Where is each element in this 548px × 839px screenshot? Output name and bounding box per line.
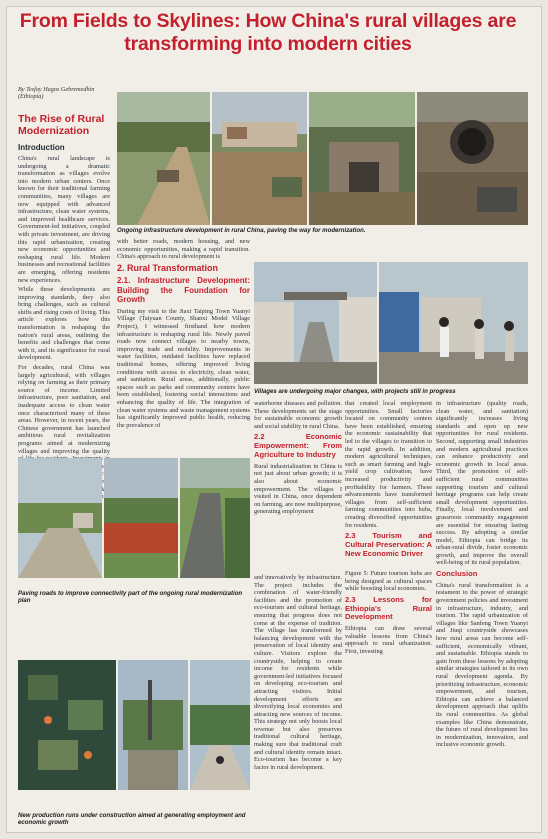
section2-4-title: 2.3 Lessons for Ethiopia's Rural Development	[345, 594, 432, 622]
byline	[18, 86, 108, 100]
author-name: By Tesfay Hagos Gebremedhin	[18, 86, 95, 93]
column-4-lower	[345, 570, 432, 825]
author-note: (Ethiopia)	[18, 93, 44, 100]
section2-1-text: During my visit to the Jiaxi Taiping Town Yuanyi Village (Taiyuan County, Shanxi Model Village Project), I witnessed firsthand how modern infrastructure is reshaping rural life. Newly paved roads now connect villages to nearby towns, improving trade and mobility. Improvements in water facilities, outdated facilities have replaced traditional homes, offering improved living conditions with access to electricity, clean water, and sanitation. Rural areas, additionally, public spaces such as parks and community centers have been established, fostering social interactions and enhancing the quality of life. The integration of clean water systems and waste management systems has significantly improved public health, reducing the prevalence of	[117, 307, 250, 429]
photo-village-people	[379, 262, 528, 384]
caption-row1: Ongoing infrastructure development in rural China, paving the way for modernization.	[117, 227, 366, 234]
col4-text: that created local employment opportunities. Small factories located on community centers have been established, ensuring the economic sustainability that led to the villages to transition to the rapid growth. In addition, modern agricultural techniques, such as smart farming and high-yield crop cultivation, have increased productivity and profitability for farmers. These advancements have transformed villages from self-sufficient farming communities into hubs, creating diversified opportunities for residents.	[345, 400, 432, 529]
column-3	[254, 400, 342, 570]
col3-text: waterborne diseases and pollution. These developments set the stage for sustainable economic growth and social stability in rural China.	[254, 400, 342, 430]
section2-2-text: Rural industrialization in China is not just about urban growth; it is also about economic empowerment. The villages I visited in China, once dependent on farming, are now multipurpose, generating employment	[254, 462, 342, 516]
column-5	[436, 400, 528, 830]
section-title: The Rise of Rural Modernization	[18, 113, 105, 137]
photo-satellite-map	[18, 660, 116, 790]
col4-text3: Figure 5: Future tourism hubs are being designed as cultural spaces while boosting local economies.	[345, 570, 432, 593]
photo-canal-road	[180, 458, 250, 578]
section2-1-title: 2.1. Infrastructure Development: Building the Foundation for Growth	[117, 276, 250, 305]
article-title: From Fields to Skylines: How China's rural villages are transforming into modern cities	[19, 10, 517, 55]
intro-paragraph: China's rural landscape is undergoing a dramatic transformation as villages evolve into modern urban centers. Once known for their traditional farming communities, many villages are now equipped with advanced infrastructure, clean water systems, and improved healthcare services. Government-led initiatives, coupled with private investment, are driving this rapid urbanization, creating new economic opportunities and reshaping rural life. Modern businesses and recreational facilities are emerging, offering residents new experiences.	[18, 155, 110, 284]
photo-road-field	[117, 92, 210, 225]
photo-rural-road	[18, 458, 102, 578]
col4-text4: Ethiopia can draw several valuable lessons from China's approach to rural urbanization. First, investing	[345, 625, 432, 655]
photo-village-street	[254, 262, 377, 384]
conclusion-text: China's rural transformation is a testament to the power of strategic government policies and investment in infrastructure, industry, and tourism. The rapid urbanization of villages like Sanfeng Town Yuanyi and Jiuqi countryside showcases how rural areas can become self-sufficient, economically vibrant, and sustainable. Ethiopia stands to gain from these lessons by adopting similar strategies tailored to its own rural development agenda. By prioritizing infrastructure, economic empowerment, and tourism, Ethiopia can achieve a balanced development approach that uplifts its rural communities. As global examples like China demonstrate, the future of rural development lies in modernization, innovation, and inclusive economic growth.	[436, 581, 528, 749]
caption-row3: Paving roads to improve connectivity part of the ongoing rural modernization plan	[18, 590, 243, 604]
section2-title: 2. Rural Transformation	[117, 262, 219, 273]
caption-middle: Villages are undergoing major changes, with projects still in progress	[254, 388, 456, 395]
conclusion-title: Conclusion	[436, 569, 478, 579]
photo-construction-crane	[118, 660, 188, 790]
intro-paragraph: While these developments are improving standards, they also bring challenges, such as cultural shifts and rising costs of living. This article explores how this transformation is reshaping the nation's rural areas, outlining the benefits and challenges that come with it, and its significance for rural development.	[18, 286, 110, 362]
col5-text: in infrastructure (quality roads, clean water, and sanitation) significantly increases living standards and open up new opportunities for rural residents. Second, supporting small industries and modern agricultural practices can enhance productivity and economic growth in local areas. Third, the promotion of self-sufficient rural communities supporting tourism and cultural heritage programs can help create small development opportunities. Finally, local involvement and grassroots community engagement are essential for ensuring lasting success. By adopting a similar model, Ethiopia can bridge its urban-rural divide, foster economic growth, and improve the overall well-being of its rural population.	[436, 400, 528, 567]
column-1	[18, 155, 110, 715]
photo-park-path	[190, 660, 250, 790]
section2-3-title: 2.3 Tourism and Cultural Preservation: A New Economic Driver	[345, 531, 432, 558]
caption-bottom: New production runs under construction aimed at generating employment and economic growth	[18, 812, 246, 826]
intro-heading: Introduction	[18, 143, 65, 152]
section2-2-title: 2.2 Economic Empowerment: From Agriculture to Industry	[254, 432, 342, 459]
intro-paragraph: For decades, rural China was largely agricultural, with villages relying on farming as their primary source of income. Limited infrastructure, poor sanitation, and inadequate access to clean water once characterized many of these areas. However, in recent years, the Chinese government has launched ambitious rural revitalization programs aimed at modernizing villages and improving the quality small	[18, 364, 110, 501]
col4-text2: and innovatively by infrastructure. The project includes the combination of water-friendly facilities and the promotion of eco-tourism and cultural heritage, ensuring that progress does not come at the expense of tradition. The village has transformed by balancing development with the preservation of local identity and culture. Visitors explore the countryside, helping to create income for residents while government-led initiatives focused on developing eco-tourism and attracting visitors. Initial development efforts are diversifying local economies and attracting new sources of income. This strategy not only boosts local revenue but also preserves traditional cultural heritage, making sure that traditional craft and cultural identity remain intact. Eco-tourism has become a key factor in rural development.	[254, 574, 342, 771]
column-2-upper	[117, 238, 250, 453]
photo-construction-site	[212, 92, 307, 225]
photo-drainage-work	[309, 92, 415, 225]
column-4-upper	[345, 400, 432, 560]
column-3-lower	[254, 574, 342, 824]
col2-continue: with better roads, modern housing, and new economic opportunities, making a rapid transition. China's approach to rural development is	[117, 238, 250, 261]
photo-track-field	[104, 458, 178, 578]
photo-pipe-installation	[417, 92, 528, 225]
